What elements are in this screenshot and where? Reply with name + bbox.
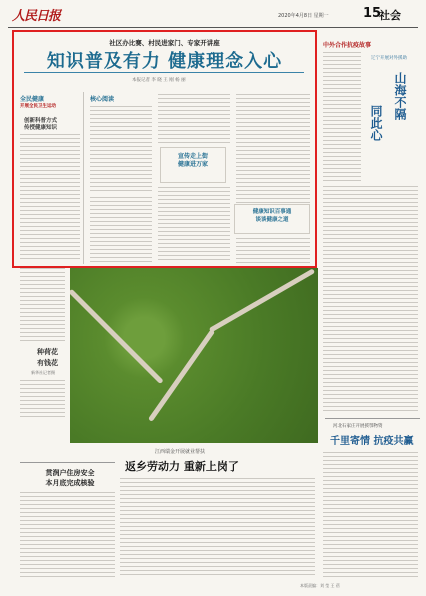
lower-left-rule xyxy=(20,462,115,463)
masthead-rule xyxy=(8,27,418,28)
text-column-7 xyxy=(236,238,310,264)
photo-caption: 新华社记者摄 xyxy=(31,370,55,375)
photo-caption-title: 种荷花 有钱花 xyxy=(37,347,58,367)
masthead xyxy=(8,4,418,26)
newspaper-logo: 人民日报 xyxy=(12,9,61,24)
right-text-column-1 xyxy=(323,52,361,182)
left-subheading: 创新科普方式 传授健康知识 xyxy=(24,118,58,131)
text-column-1 xyxy=(20,134,80,262)
lower-right-kicker: 河北石家庄开展援鄂物资 xyxy=(333,424,383,429)
article-headline: 知识普及有力 健康理念入心 xyxy=(46,51,283,72)
text-column-6 xyxy=(236,94,310,204)
lotus-field-photo xyxy=(70,268,318,443)
lower-middle-text xyxy=(120,478,315,578)
lower-left-headline: 贯润户住房安全 本月底完成核验 xyxy=(45,468,95,487)
tag-left-sub: 开展全民卫生运动 xyxy=(20,104,56,109)
text-column-3 xyxy=(90,197,152,262)
lower-right-text xyxy=(323,452,418,578)
photo-path xyxy=(209,268,315,332)
article-byline: 本报记者 李 晓 王 刚 杨 丽 xyxy=(132,78,186,83)
lower-right-rule xyxy=(325,418,420,419)
right-headline-a: 山海不隔 xyxy=(393,72,407,120)
headline-rule xyxy=(24,72,304,73)
center-tag: 核心阅读 xyxy=(90,96,115,103)
text-column-4 xyxy=(158,94,230,144)
right-headline-b: 同此心 xyxy=(369,105,383,141)
right-callout: 健康知识百事通 谈谈健康之道 xyxy=(252,209,292,223)
text-column-5 xyxy=(158,187,230,262)
lower-right-headline: 千里寄情 抗疫共赢 xyxy=(330,436,414,447)
right-tag: 中外合作抗疫故事 xyxy=(323,42,372,49)
center-callout: 宣传走上街 健康进万家 xyxy=(177,153,208,168)
section-title: 社会 xyxy=(379,9,401,22)
lower-middle-kicker: 江西瑞金开展就业帮扶 xyxy=(155,449,206,455)
column-separator xyxy=(83,92,84,264)
tag-left: 全民健康 xyxy=(20,96,45,103)
photo-path xyxy=(70,289,164,384)
highlighted-article[interactable] xyxy=(12,30,317,268)
right-text-column-2 xyxy=(323,186,418,412)
article-kicker: 社区办比赛、村民进家门、专家开讲座 xyxy=(109,39,220,47)
left-text-column xyxy=(20,268,65,343)
text-column-2 xyxy=(90,106,152,191)
lower-left-text xyxy=(20,492,115,577)
page-number: 15 xyxy=(363,6,382,21)
issue-date: 2020年4月8日 星期一 xyxy=(278,13,329,19)
left-text-column-2 xyxy=(20,380,65,420)
lower-middle-headline: 返乡劳动力 重新上岗了 xyxy=(125,460,239,473)
right-small-kicker: 辽宁开展对外援助 xyxy=(371,56,407,61)
editor-credits: 本版责编：刘 莹 王 蓓 xyxy=(300,583,340,588)
